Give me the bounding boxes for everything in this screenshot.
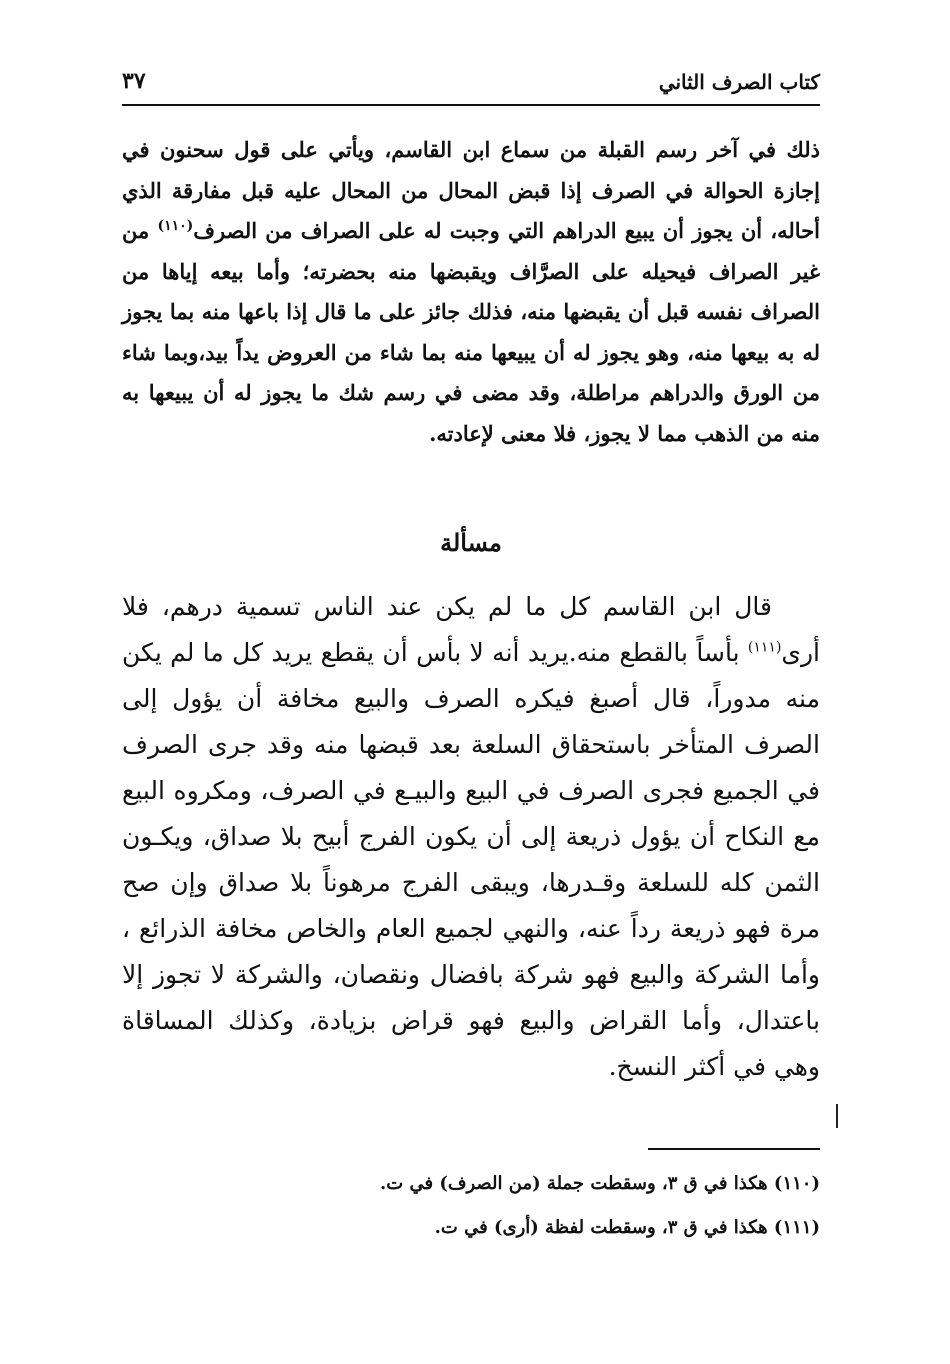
upper-text-part2: من غير الصراف فيحيله على الصرَّاف ويقبضها منه بحضرته؛ وأما بيعه إياها من الصراف نفسه قبل أن يقبضها منه، فذلك جائز على ما قال إذا باعها منه بما يجوز له به بيعها منه، وهو يجوز له أن يبيعها منه بما شاء من العروض يداً بيد،وبما شاء من الورق والدراهم مراطلة، وقد مضى في رسم شك ما يجوز له أن يبيعها به منه من الذهب مما لا يجوز، فلا معنى لإعادته. — [122, 218, 820, 446]
footnote-110: (١١٠) هكذا في ق ٣، وسقطت جملة (من الصرف) في ت. — [379, 1173, 820, 1194]
page-number: ٣٧ — [122, 68, 146, 94]
footnote-111: (١١١) هكذا في ق ٣، وسقطت لفظة (أرى) في ت. — [434, 1217, 820, 1238]
margin-mark — [836, 1104, 838, 1128]
footnote-ref-110: (١١٠) — [157, 218, 194, 234]
section-heading: مسألة — [440, 528, 502, 557]
lower-paragraph — [122, 584, 820, 1090]
book-title: كتاب الصرف الثاني — [658, 70, 820, 94]
upper-text-part1: ذلك في آخر رسم القبلة من سماع ابن القاسم، ويأتي على قول سحنون في إجازة الحوالة في الصرف إذا قبض المحال من المحال عليه قبل مفارقة الذي أحاله، أن يجوز أن يبيع الدراهم التي وجبت له على الصراف من الصرف — [122, 137, 820, 243]
footnotes — [122, 1162, 820, 1250]
page-header — [122, 64, 820, 106]
lower-text-part1: قال ابن القاسم كل ما لم يكن عند الناس تسمية درهم، فلا أرى — [122, 592, 820, 667]
lower-paragraph-text — [122, 584, 820, 1090]
upper-paragraph — [122, 130, 820, 454]
footnote-ref-111: (١١١) — [747, 639, 782, 656]
upper-paragraph-text — [122, 130, 820, 454]
footnote-divider — [648, 1148, 820, 1150]
lower-text-part2: بأساً بالقطع منه.يريد أنه لا بأس أن يقطع يريد كل ما لم يكن منه مدوراً، قال أصبغ فيكره الصرف والبيع مخافة أن يؤول إلى الصرف المتأخر باستحقاق السلعة بعد قبضها منه وقد جرى الصرف في الجميع فجرى الصرف في البيع والبيـع في الصرف، ومكروه البيع مع النكاح أن يؤول ذريعة إلى أن يكون الفرج أبيح بلا صداق، ويكـون الثمن كله للسلعة وقـدرها، ويبقى الفرج مرهوناً بلا صداق وإن صح مرة فهو ذريعة رداً عنه، والنهي لجميع العام والخاص مخافة الذرائع ، وأما الشركة والبيع فهو شركة بافضال ونقصان، والشركة لا تجوز إلا باعتدال، وأما القراض والبيع فهو قراض بزيادة، وكذلك المساقاة وهي في أكثر النسخ. — [122, 638, 820, 1081]
